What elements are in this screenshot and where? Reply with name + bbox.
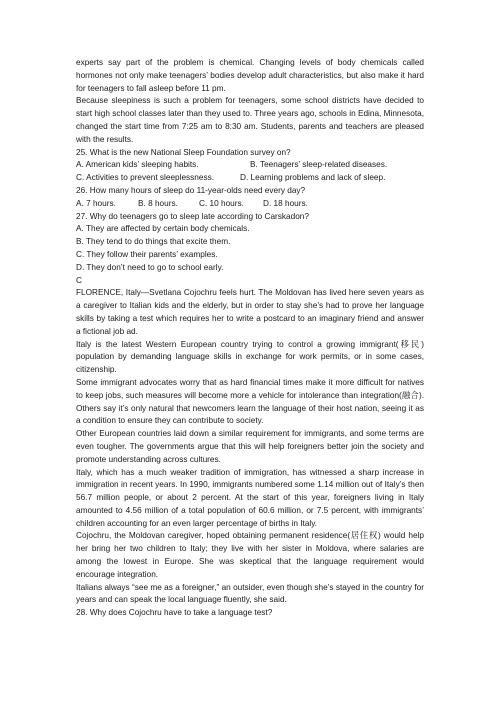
paragraph: experts say part of the problem is chemical. Changing levels of body chemicals called hormones not only make teenagers’ bodies develop adult characteristics, but also make it hard for teenagers to fall asleep before 11 pm.: [76, 58, 424, 93]
paragraph: Because sleepiness is such a problem for teenagers, some school districts have decided to start high school classes later than they used to. Three years ago, schools in Edina, Minnesota, changed the start time from 7:25 am to 8:30 am. Students, parents and teachers are pleased with the results.: [76, 96, 424, 144]
question-27-option-c: C. They follow their parents’ examples.: [76, 249, 218, 259]
paragraph: Some immigrant advocates worry that as hard financial times make it more difficult for natives to keep jobs, such measures will become more a vehicle for intolerance than integration(融合). Others say it’s only natural that newcomers learn the language of their host nation, seeing it as a condition to ensure they can contribute to society.: [76, 377, 424, 426]
paragraph: Italians always “see me as a foreigner,” an outsider, even though she’s stayed in the country for years and can speak the local language fluently, she said.: [76, 582, 424, 605]
paragraph: Cojochru, the Moldovan caregiver, hoped obtaining permanent residence(居住权) would help her bring her two children to Italy; they live with her sister in Moldova, where salaries are among the lowest in Europe. She was skeptical that the language requirement would encourage integration.: [76, 531, 424, 579]
question-26-option-a: A. 7 hours.: [76, 198, 116, 208]
paragraph: Other European countries laid down a similar requirement for immigrants, and some terms are even tougher. The governments argue that this will help foreigners better join the society and promote understanding across cultures.: [76, 429, 424, 464]
document-page: [76, 57, 424, 620]
question-26-option-d: D. 18 hours.: [263, 198, 308, 208]
question-27-option-b: B. They tend to do things that excite them.: [76, 237, 231, 247]
paragraph: Italy is the latest Western European country trying to control a growing immigrant(移民) population by demanding language skills in exchange for work permits, or in some cases, citizenship.: [76, 339, 424, 375]
paragraph: Italy, which has a much weaker tradition of immigration, has witnessed a sharp increase in immigration in recent years. In 1990, immigrants numbered some 1.14 million out of Italy’s then 56.7 million people, or about 2 percent. At the start of this year, foreigners living in Italy amounted to 4.56 million of a total population of 60.6 million, or 7.5 percent, with immigrants’ children accounting for an even larger percentage of births in Italy.: [76, 467, 424, 528]
question-27-option-a: A. They are affected by certain body chemicals.: [76, 224, 250, 234]
question-27-stem: 27. Why do teenagers go to sleep late according to Carskadon?: [76, 211, 309, 221]
question-25-option-c: C. Activities to prevent sleeplessness.: [76, 173, 215, 183]
question-27-option-d: D. They don’t need to go to school early.: [76, 262, 224, 272]
question-25-options-row1: [76, 159, 424, 172]
question-26-option-b: B. 8 hours.: [138, 198, 178, 208]
question-25-options-row2: [76, 172, 424, 185]
section-label: C: [76, 275, 82, 285]
question-26-option-c: C. 10 hours.: [199, 198, 244, 208]
question-25-stem: 25. What is the new National Sleep Foundation survey on?: [76, 147, 291, 157]
question-26-options: [76, 198, 424, 211]
question-25-option-b: B. Teenagers’ sleep-related diseases.: [250, 160, 388, 170]
question-28-stem: 28. Why does Cojochru have to take a language test?: [76, 608, 273, 618]
paragraph: FLORENCE, Italy—Svetlana Cojochru feels hurt. The Moldovan has lived here seven years as a caregiver to Italian kids and the elderly, but in order to stay she’s had to prove her language skills by taking a test which requires her to write a postcard to an imaginary friend and answer a fictional job ad.: [76, 288, 424, 336]
question-25-option-d: D. Learning problems and lack of sleep.: [240, 173, 386, 183]
question-25-option-a: A. American kids’ sleeping habits.: [76, 160, 199, 170]
question-26-stem: 26. How many hours of sleep do 11-year-olds need every day?: [76, 185, 306, 195]
